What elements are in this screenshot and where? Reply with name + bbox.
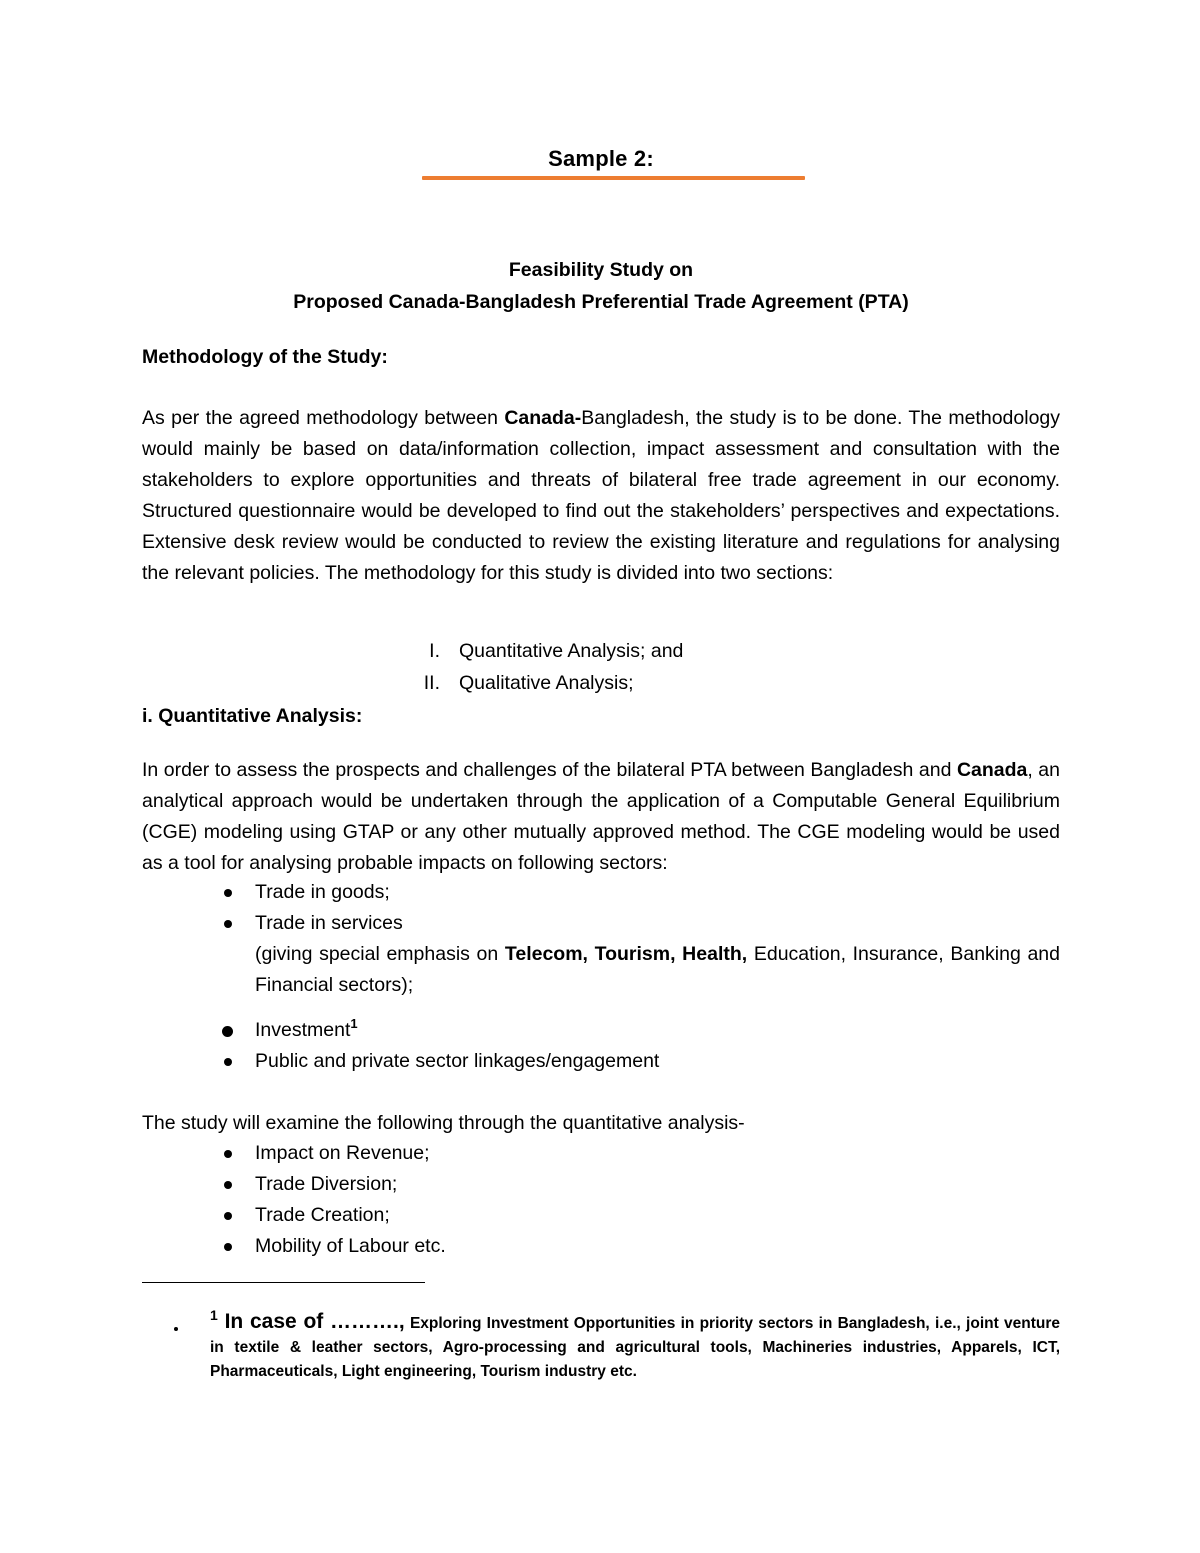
quantitative-heading: i. Quantitative Analysis: (142, 705, 363, 727)
sections-list (142, 635, 1060, 699)
bullet-icon (224, 1181, 232, 1189)
footnote-text: Exploring Investment Opportunities in priority sectors in Bangladesh, i.e., joint venture in textile & leather sectors, Agro-processing and agricultural tools, Machineries industries, Apparels, ICT, Pharmaceuticals, Light engineering, Tourism industry etc. (210, 1315, 1060, 1380)
list-item (142, 1200, 1060, 1231)
list-item-text: Impact on Revenue; (255, 1142, 430, 1164)
list-item-text: Trade Diversion; (255, 1173, 398, 1195)
quantitative-para-text-1: In order to assess the prospects and challenges of the bilateral PTA between Bangladesh and (142, 759, 957, 781)
methodology-para-bold: Canada- (504, 407, 582, 429)
footnote-lead-text: In case of ………., (224, 1310, 405, 1333)
section-item (142, 635, 1060, 667)
methodology-para-text-2: Bangladesh, the study is to be done. The methodology would mainly be based on data/information collection, impact assessment and consultation with the stakeholders to explore opportunities and threats of bilateral free trade agreement in our economy. Structured questionnaire would be developed to find out the stakeholders’ perspectives and expectations. Extensive desk review would be conducted to review the existing literature and regulations for analysing the relevant policies. The methodology for this study is divided into two sections: (142, 407, 1061, 584)
study-title-line-1: Feasibility Study on (508, 259, 694, 281)
bullet-icon (224, 920, 232, 928)
title-underline (422, 176, 805, 180)
section-text: Quantitative Analysis; and (459, 640, 684, 662)
list-item (142, 877, 1060, 908)
sample-title: Sample 2: (548, 146, 654, 171)
bullet-icon (224, 1212, 232, 1220)
bullet-icon (224, 1150, 232, 1158)
subtext-1: (giving special emphasis on (255, 943, 505, 965)
quantitative-paragraph (142, 755, 1060, 879)
subtext-bold: Telecom, Tourism, Health, (504, 943, 748, 965)
subtext-2: Education, Insurance, Banking and Financial sectors); (255, 943, 1060, 996)
quantitative-para-text-2: , an analytical approach would be undertaken through the application of a Computable General Equilibrium (CGE) modeling using GTAP or any other mutually approved method. The CGE modeling would be used as a tool for analysing probable impacts on following sectors: (142, 759, 1060, 874)
list-item (142, 1015, 1060, 1046)
study-title (142, 254, 1060, 318)
bullet-icon (224, 1243, 232, 1251)
methodology-para-text-1: As per the agreed methodology between (142, 407, 505, 429)
sectors-list (142, 877, 1060, 1077)
bullet-icon (224, 1058, 232, 1066)
footnote-ref[interactable]: 1 (350, 1016, 358, 1031)
examine-list (142, 1138, 1060, 1262)
list-item-text: Trade Creation; (255, 1204, 390, 1226)
list-item (142, 908, 1060, 1001)
footnote-number: 1 (210, 1307, 218, 1323)
section-text: Qualitative Analysis; (459, 672, 634, 694)
footnote (210, 1307, 1060, 1384)
bullet-icon (222, 1026, 233, 1037)
list-item-text: Investment (255, 1019, 351, 1041)
bullet-icon (224, 889, 232, 897)
section-number: I. (429, 640, 440, 662)
list-item (142, 1231, 1060, 1262)
footnote-lead (210, 1307, 405, 1333)
study-title-line-2: Proposed Canada-Bangladesh Preferential Trade Agreement (PTA) (293, 291, 909, 313)
list-item-text: Trade in services (255, 912, 403, 934)
list-item (142, 1138, 1060, 1169)
list-item-subtext (255, 939, 1060, 1001)
methodology-heading: Methodology of the Study: (142, 346, 388, 368)
list-item-text: Mobility of Labour etc. (255, 1235, 446, 1257)
list-item (142, 1169, 1060, 1200)
footnote-separator (142, 1282, 425, 1283)
list-item (142, 1046, 1060, 1077)
list-item-text: Public and private sector linkages/engagement (255, 1050, 660, 1072)
list-item-text: Trade in goods; (255, 881, 390, 903)
section-number: II. (423, 672, 440, 694)
examine-intro: The study will examine the following through the quantitative analysis- (142, 1112, 745, 1134)
methodology-paragraph (142, 403, 1060, 589)
footnote-bullet-icon (174, 1327, 178, 1331)
quantitative-para-bold: Canada (956, 759, 1028, 781)
section-item (142, 667, 1060, 699)
